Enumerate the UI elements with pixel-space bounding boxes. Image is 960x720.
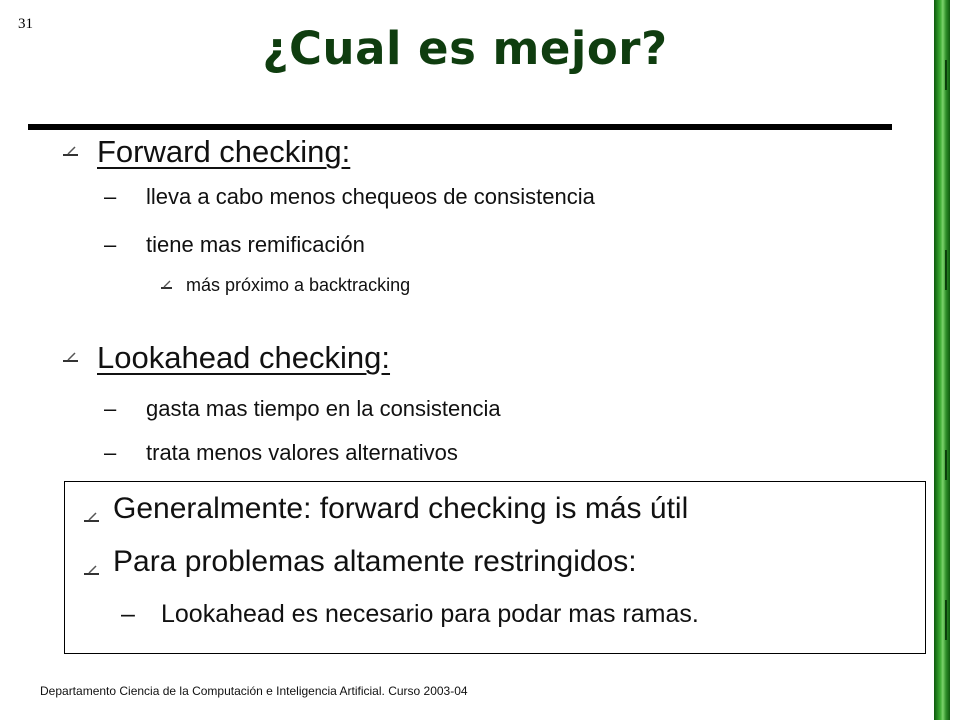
bullet-icon	[83, 512, 101, 526]
slide-number: 31	[18, 16, 33, 32]
item-text: tiene mas remificación	[146, 232, 365, 257]
bullet-icon	[160, 280, 178, 294]
box-subitem: Lookahead es necesario para podar mas ramas.	[161, 600, 699, 628]
conclusion-box	[64, 481, 926, 654]
footer-text: Departamento Ciencia de la Computación e Inteligencia Artificial. Curso 2003-04	[40, 684, 468, 698]
box-bullet: Generalmente: forward checking is más útil	[113, 492, 689, 525]
slide-title: ¿Cual es mejor?	[262, 22, 668, 75]
subitem-text: más próximo a backtracking	[186, 275, 411, 295]
section-heading-lookahead: Lookahead checking:	[97, 340, 391, 375]
section-heading-forward: Forward checking:	[97, 134, 351, 169]
box-bullet: Para problemas altamente restringidos:	[113, 545, 637, 578]
dash-marker: –	[121, 600, 135, 628]
dash-marker: –	[104, 232, 117, 257]
dash-marker: –	[104, 440, 117, 465]
dash-marker: –	[104, 396, 117, 421]
bullet-icon	[62, 352, 80, 366]
green-side-bar	[934, 0, 950, 720]
bullet-icon	[83, 565, 101, 579]
bullet-icon	[62, 146, 80, 160]
item-text: trata menos valores alternativos	[146, 440, 458, 465]
dash-marker: –	[104, 184, 117, 209]
title-rule	[28, 124, 892, 130]
item-text: lleva a cabo menos chequeos de consistencia	[146, 184, 595, 209]
item-text: gasta mas tiempo en la consistencia	[146, 396, 501, 421]
